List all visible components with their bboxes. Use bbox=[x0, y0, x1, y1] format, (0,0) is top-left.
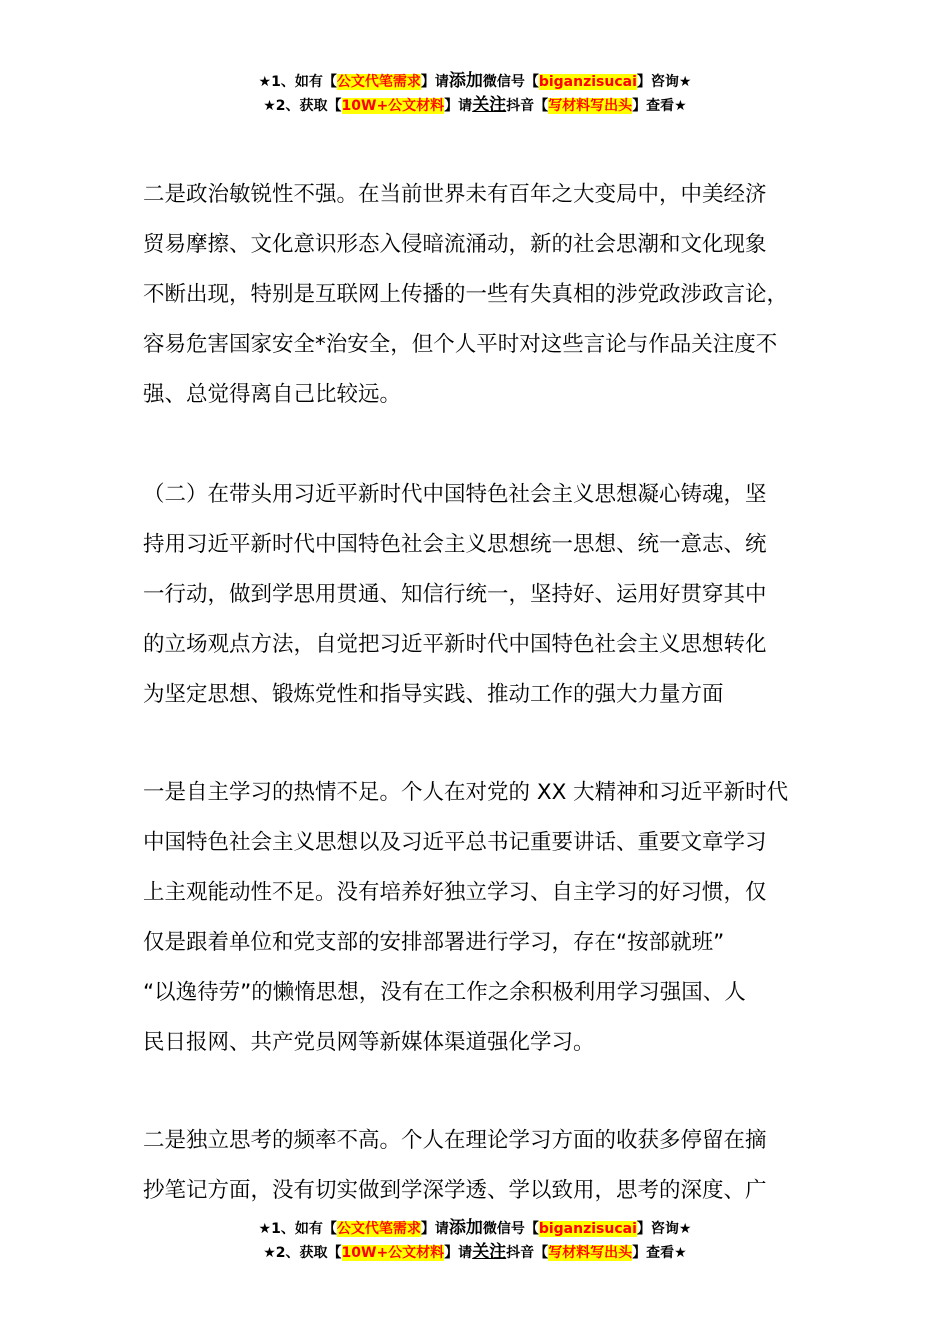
text-line: 抄笔记方面，没有切实做到学深学透、学以致用，思考的深度、广 bbox=[143, 1178, 767, 1203]
promo-emphasis: 添加 bbox=[448, 1218, 483, 1238]
text-line: （二）在带头用习近平新时代中国特色社会主义思想凝心铸魂，坚 bbox=[143, 482, 767, 507]
highlight-douyin-account: 写材料写出头 bbox=[548, 98, 633, 114]
highlight-wechat-id: biganzisucai bbox=[538, 1221, 637, 1237]
promo-text: 】查看★ bbox=[632, 98, 687, 114]
text-line: 容易危害国家安全*治安全，但个人平时对这些言论与作品关注度不 bbox=[143, 332, 778, 357]
paragraph-independent-thinking bbox=[143, 1116, 833, 1216]
promo-text: 微信号【 bbox=[482, 1221, 539, 1237]
promo-text: 抖音【 bbox=[506, 1245, 549, 1261]
text-line: 不断出现，特别是互联网上传播的一些有失真相的涉党政涉政言论， bbox=[143, 282, 789, 307]
highlight-wechat-id: biganzisucai bbox=[538, 74, 637, 90]
promo-text: ★2、获取【 bbox=[263, 98, 342, 114]
promo-text: ★2、获取【 bbox=[263, 1245, 342, 1261]
promo-text: 微信号【 bbox=[482, 74, 539, 90]
text-line: 持用习近平新时代中国特色社会主义思想统一思想、统一意志、统 bbox=[143, 532, 767, 557]
text-line: 的立场观点方法，自觉把习近平新时代中国特色社会主义思想转化 bbox=[143, 632, 767, 657]
text-line: 上主观能动性不足。没有培养好独立学习、自主学习的好习惯，仅 bbox=[143, 880, 767, 905]
promo-emphasis: 关注 bbox=[472, 1242, 507, 1262]
highlight-service: 公文代笔需求 bbox=[336, 74, 421, 90]
promo-text: 】请 bbox=[444, 1245, 473, 1261]
highlight-materials: 10W+公文材料 bbox=[341, 98, 445, 114]
paragraph-political-sensitivity bbox=[143, 170, 833, 420]
header-promo-banner bbox=[0, 70, 950, 118]
text-line: 为坚定思想、锻炼党性和指导实践、推动工作的强大力量方面 bbox=[143, 682, 724, 707]
text-line: 民日报网、共产党员网等新媒体渠道强化学习。 bbox=[143, 1030, 595, 1055]
highlight-service: 公文代笔需求 bbox=[336, 1221, 421, 1237]
promo-line-2 bbox=[0, 94, 950, 118]
promo-text: 抖音【 bbox=[506, 98, 549, 114]
promo-line-1 bbox=[0, 70, 950, 94]
text-line: 一是自主学习的热情不足。个人在对党的 XX 大精神和习近平新时代 bbox=[143, 780, 789, 805]
footer-promo-banner bbox=[0, 1217, 950, 1265]
promo-text: 】查看★ bbox=[632, 1245, 687, 1261]
paragraph-self-study bbox=[143, 768, 833, 1068]
promo-text: ★1、如有【 bbox=[258, 74, 337, 90]
promo-text: 】咨询★ bbox=[636, 74, 692, 90]
highlight-douyin-account: 写材料写出头 bbox=[548, 1245, 633, 1261]
promo-text: ★1、如有【 bbox=[258, 1221, 337, 1237]
text-line: 二是独立思考的频率不高。个人在理论学习方面的收获多停留在摘 bbox=[143, 1128, 767, 1153]
promo-text: 】请 bbox=[444, 98, 473, 114]
section-heading-paragraph bbox=[143, 470, 833, 720]
promo-emphasis: 添加 bbox=[448, 71, 483, 91]
promo-text: 】请 bbox=[420, 1221, 449, 1237]
text-line: 仅是跟着单位和党支部的安排部署进行学习，存在“按部就班” bbox=[143, 930, 725, 955]
text-line: “以逸待劳”的懒惰思想，没有在工作之余积极利用学习强国、人 bbox=[143, 980, 746, 1005]
promo-text: 】咨询★ bbox=[636, 1221, 692, 1237]
promo-line-2 bbox=[0, 1241, 950, 1265]
text-line: 中国特色社会主义思想以及习近平总书记重要讲话、重要文章学习 bbox=[143, 830, 767, 855]
promo-line-1 bbox=[0, 1217, 950, 1241]
promo-text: 】请 bbox=[420, 74, 449, 90]
text-line: 一行动，做到学思用贯通、知信行统一，坚持好、运用好贯穿其中 bbox=[143, 582, 767, 607]
text-line: 贸易摩擦、文化意识形态入侵暗流涌动，新的社会思潮和文化现象 bbox=[143, 232, 767, 257]
promo-emphasis: 关注 bbox=[472, 95, 507, 115]
highlight-materials: 10W+公文材料 bbox=[341, 1245, 445, 1261]
text-line: 二是政治敏锐性不强。在当前世界未有百年之大变局中，中美经济 bbox=[143, 182, 767, 207]
text-line: 强、总觉得离自己比较远。 bbox=[143, 382, 402, 407]
